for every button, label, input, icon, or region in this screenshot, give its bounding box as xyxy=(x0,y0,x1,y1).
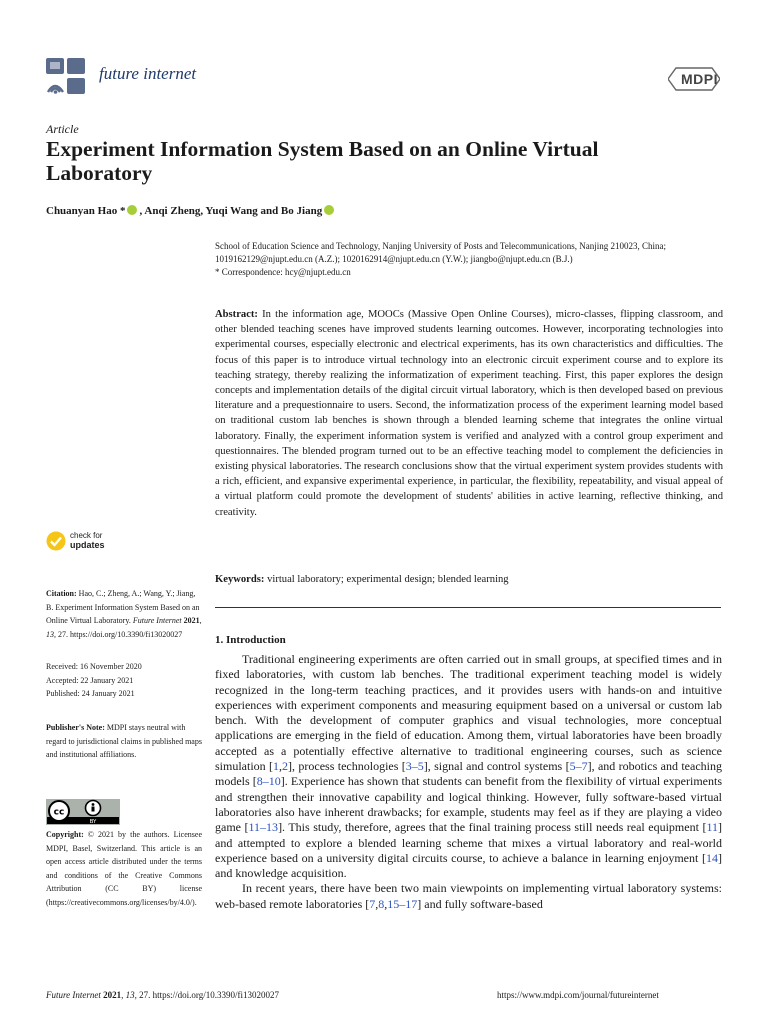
cc-by-label: BY xyxy=(89,819,97,825)
section-heading: 1. Introduction xyxy=(215,634,286,646)
citation-link[interactable]: 8–10 xyxy=(256,774,281,789)
citation-link[interactable]: 11–13 xyxy=(248,820,279,835)
copyright-block xyxy=(46,828,202,910)
author-1: Chuanyan Hao * xyxy=(46,205,126,217)
article-title: Experiment Information System Based on an Online Virtual Laboratory xyxy=(46,137,599,185)
text-run: In recent years, there have been two main viewpoints on implementing virtual laboratory systems: web-based remote laboratories [ xyxy=(215,881,722,911)
citation-link[interactable]: 1 xyxy=(273,759,280,774)
author-list xyxy=(46,205,336,217)
dates-block xyxy=(46,660,202,701)
keywords xyxy=(215,574,723,585)
published-date: Published: 24 January 2021 xyxy=(46,689,135,699)
copyright-label: Copyright: xyxy=(46,830,84,839)
citation-link[interactable]: 14 xyxy=(706,850,718,865)
citation-link[interactable]: 2 xyxy=(282,759,289,774)
publisher-note-label: Publisher's Note: xyxy=(46,723,105,732)
accepted-date: Accepted: 22 January 2021 xyxy=(46,675,134,685)
text-run: ] and attempted to explore a blended learning scheme that mixes a virtual laboratory and real-world experience based on a university digital circuits course, to achieve a balance in learning enjoyment [ xyxy=(215,820,723,865)
abstract xyxy=(215,307,723,520)
abstract-text: In the information age, MOOCs (Massive Open Online Courses), micro-classes, flipping classroom, and other blended teaching scenes have improved students learning outcomes. However, incorporating technologies into experimental courses, especially electronic and electrical experiments, has its own characteristics and difficulties. The focus of this paper is to introduce virtual technology into an electronic circuit experiment course and to explore its teaching strategy, thereby realizing the informatization of experiment teaching. First, this paper explores the design concepts and implementation details of the digital circuit virtual laboratory, which is then developed based on previous literature and a prequestionnaire to users. Second, the informatization process of the experiment learning model based on traditional custom lab benches is shown through a blended learning scheme that integrates the online virtual laboratory. Finally, the experiment information system is verified and analyzed with a control group experiment and questionnaires. The blended program turned out to be an effective teaching model to complement the deficiencies in existing physical laboratories. The research conclusions show that the virtual experiment system provides students with a rich, efficient, and expansive experimental experience, in particular, the flexibility, repeatability, and visual appeal of a virtual platform could promote the development of students' abilities in active learning, reflective thinking, and creativity. xyxy=(215,309,723,518)
citation-year: 2021 xyxy=(181,616,200,626)
journal-name: future internet xyxy=(99,64,197,83)
publisher-note-text: MDPI stays neutral with regard to jurisdictional claims in published maps and institutional affiliations. xyxy=(46,723,202,760)
text-run: ]. Experience has shown that students can benefit from the flexibility of virtual experiments and strengthen their innovative capability and logical thinking. However, fully software-based virtual laboratories also have inherent drawbacks; for example, students may feel as if they are playing a video game [ xyxy=(215,774,722,835)
citation-block xyxy=(46,587,202,641)
publisher-name: MDPI xyxy=(681,71,718,87)
text-run: ], signal and control systems [ xyxy=(423,759,570,774)
footer-journal: Future Internet xyxy=(46,990,101,1000)
journal-logo xyxy=(46,58,88,96)
author-others: , Anqi Zheng, Yuqi Wang and Bo Jiang xyxy=(139,205,323,217)
affiliation-text: School of Education Science and Technology, Nanjing University of Posts and Telecommunications, Nanjing 210023, China; 1019162129@njupt.edu.cn (A.Z.); 1020162914@njupt.edu.cn (Y.W.); jiangbo@njupt.edu.cn (B.J.) xyxy=(215,241,666,264)
text-run: ], and robotics and teaching models [ xyxy=(215,759,722,789)
orcid-icon[interactable] xyxy=(324,205,334,215)
paragraph-1 xyxy=(215,652,722,881)
footer-citation xyxy=(46,990,279,1000)
text-run: ] and fully software-based xyxy=(417,896,543,911)
body-text xyxy=(215,652,722,912)
footer-doi[interactable]: 27. https://doi.org/10.3390/fi13020027 xyxy=(136,990,279,1000)
citation-link[interactable]: 7 xyxy=(369,896,376,911)
citation-link[interactable]: 3–5 xyxy=(405,759,424,774)
citation-link[interactable]: 8 xyxy=(378,896,385,911)
text-run: , xyxy=(279,759,283,774)
citation-volume: , 13, xyxy=(46,616,202,639)
citation-doi[interactable]: 27. https://doi.org/10.3390/fi13020027 xyxy=(56,629,183,639)
abstract-label: Abstract: xyxy=(215,309,258,320)
citation-link[interactable]: 15–17 xyxy=(387,896,418,911)
check-for-updates-line1[interactable]: check for xyxy=(70,531,103,540)
copyright-text: © 2021 by the authors. Licensee MDPI, Basel, Switzerland. This article is an open access article distributed under the terms and conditions of the Creative Commons Attribution (CC BY) license (https://creativecommons.org/licenses/by/4.0/). xyxy=(46,830,202,907)
divider xyxy=(215,607,721,608)
correspondence: * Correspondence: hcy@njupt.edu.cn xyxy=(215,267,351,277)
footer-year: 2021 xyxy=(100,990,122,1000)
affiliation xyxy=(215,240,725,279)
publisher-note xyxy=(46,721,202,762)
check-for-updates-line2[interactable]: updates xyxy=(70,540,105,550)
keywords-text: virtual laboratory; experimental design; blended learning xyxy=(267,574,509,585)
text-run: , xyxy=(384,896,388,911)
text-run: , xyxy=(375,896,379,911)
text-run: ] and knowledge acquisition. xyxy=(215,850,722,881)
text-run: Traditional engineering experiments are often carried out in small groups, at specified times and in fixed laboratories, with custom lab benches. The traditional experiment teaching model is widely recognized in the long-term teaching practices, and it provides users with hands-on and intuitive experiences with experiment components and measuring equipment based on a universal or custom lab bench. With the development of computer graphics and visual technologies, more conceptual applications are emerging in the field of education. Among them, virtual laboratories have been broadly accepted as a potentially effective alternative to traditional engineering courses, such as science simulation [ xyxy=(215,652,722,774)
footer-journal-url[interactable]: https://www.mdpi.com/journal/futureinternet xyxy=(497,990,659,1000)
text-run: ], process technologies [ xyxy=(288,759,406,774)
keywords-label: Keywords: xyxy=(215,574,265,585)
received-date: Received: 16 November 2020 xyxy=(46,662,142,671)
citation-text: Hao, C.; Zheng, A.; Wang, Y.; Jiang, B. Experiment Information System Based on an Online Virtual Laboratory. xyxy=(46,589,200,626)
check-for-updates-icon[interactable] xyxy=(46,531,66,551)
svg-text:cc: cc xyxy=(53,807,65,818)
citation-label: Citation: xyxy=(46,589,77,598)
footer-volume: , 13, xyxy=(121,990,137,1000)
citation-link[interactable]: 11 xyxy=(706,820,719,835)
text-run: ]. This study, therefore, agrees that the final training process still needs real equipment [ xyxy=(278,820,707,835)
citation-link[interactable]: 5–7 xyxy=(569,759,588,774)
citation-journal: Future Internet xyxy=(132,616,182,626)
orcid-icon[interactable] xyxy=(127,205,137,215)
paragraph-2 xyxy=(215,881,722,912)
cc-by-license-icon[interactable] xyxy=(46,799,120,825)
article-type: Article xyxy=(46,122,79,136)
